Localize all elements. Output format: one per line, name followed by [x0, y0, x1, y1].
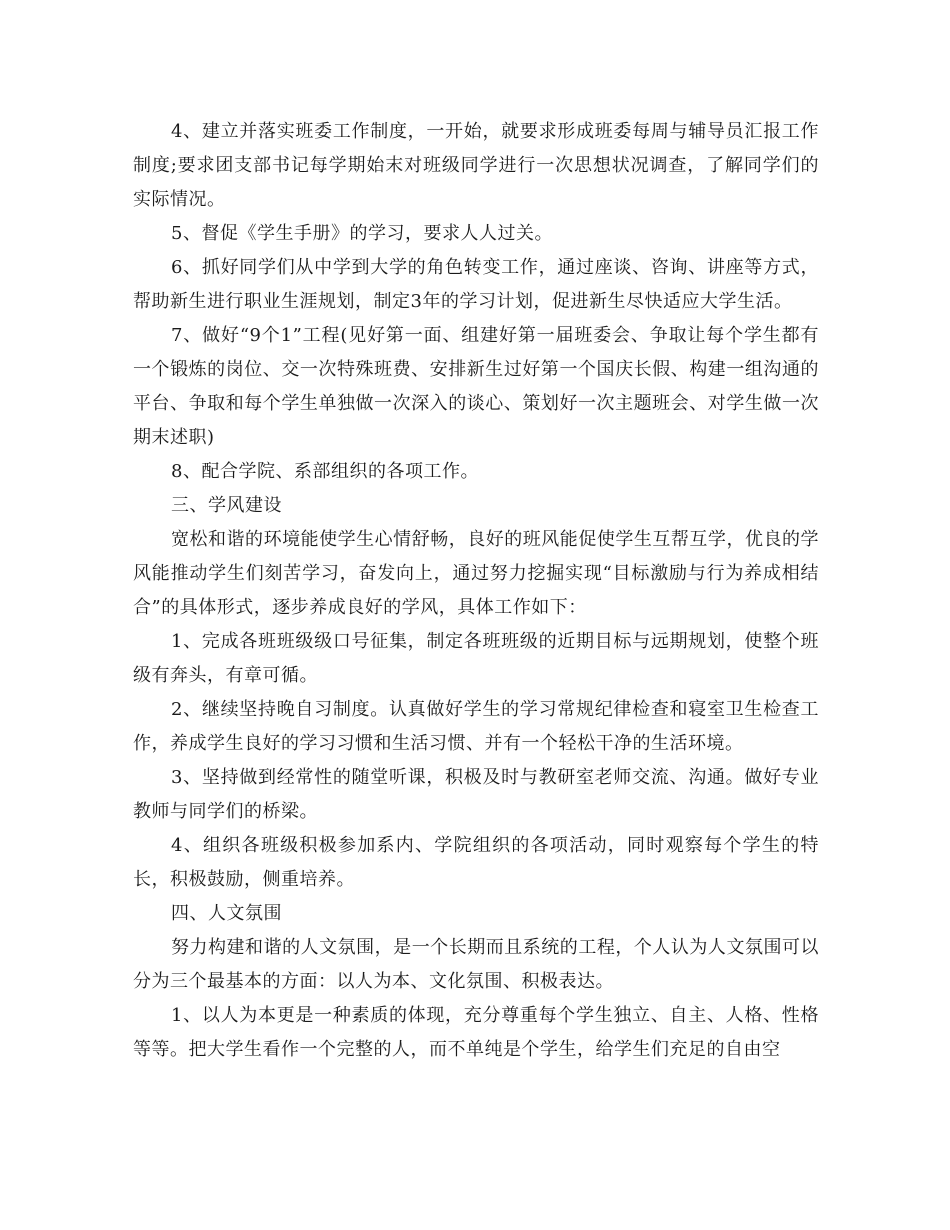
paragraph-study-style-intro: 宽松和谐的环境能使学生心情舒畅，良好的班风能促使学生互帮互学，优良的学风能推动学生们刻苦学习，奋发向上，通过努力挖掘实现“目标激励与行为养成相结合”的具体形式，逐步养成良好的学风，具体工作如下： — [133, 529, 819, 618]
paragraph-item-7-nine-ones: 7、做好“9个1”工程(见好第一面、组建好第一届班委会、争取让每个学生都有一个锻炼的岗位、交一次特殊班费、安排新生过好第一个国庆长假、构建一组沟通的平台、争取和每个学生单独做一次深入的谈心、策划好一次主题班会、对学生做一次期末述职) — [133, 325, 819, 448]
document-body — [133, 115, 819, 1067]
paragraph-study-item-2: 2、继续坚持晚自习制度。认真做好学生的学习常规纪律检查和寝室卫生检查工作，养成学生良好的学习习惯和生活习惯、并有一个轻松干净的生活环境。 — [133, 699, 819, 754]
paragraph-study-item-3: 3、坚持做到经常性的随堂听课，积极及时与教研室老师交流、沟通。做好专业教师与同学们的桥梁。 — [133, 767, 819, 822]
paragraph-item-5-handbook: 5、督促《学生手册》的学习，要求人人过关。 — [171, 223, 553, 244]
paragraph-study-item-4: 4、组织各班级积极参加系内、学院组织的各项活动，同时观察每个学生的特长，积极鼓励，侧重培养。 — [133, 835, 819, 890]
paragraph-item-6-role-transition: 6、抓好同学们从中学到大学的角色转变工作，通过座谈、咨询、讲座等方式，帮助新生进行职业生涯规划，制定3年的学习计划，促进新生尽快适应大学生活。 — [133, 257, 819, 312]
paragraph-atmosphere-intro: 努力构建和谐的人文氛围，是一个长期而且系统的工程，个人认为人文氛围可以分为三个最基本的方面：以人为本、文化氛围、积极表达。 — [133, 937, 819, 992]
paragraph-item-4-class-committee: 4、建立并落实班委工作制度，一开始，就要求形成班委每周与辅导员汇报工作制度;要求团支部书记每学期始末对班级同学进行一次思想状况调查，了解同学们的实际情况。 — [133, 121, 819, 210]
section-heading-humanistic-atmosphere: 四、人文氛围 — [171, 903, 282, 924]
paragraph-item-8-cooperation: 8、配合学院、系部组织的各项工作。 — [171, 461, 479, 482]
section-heading-study-style: 三、学风建设 — [171, 495, 282, 516]
paragraph-study-item-1: 1、完成各班班级级口号征集，制定各班班级的近期目标与远期规划，使整个班级有奔头，有章可循。 — [133, 631, 819, 686]
paragraph-atmosphere-item-1: 1、以人为本更是一种素质的体现，充分尊重每个学生独立、自主、人格、性格等等。把大学生看作一个完整的人，而不单纯是个学生，给学生们充足的自由空 — [133, 1005, 819, 1060]
